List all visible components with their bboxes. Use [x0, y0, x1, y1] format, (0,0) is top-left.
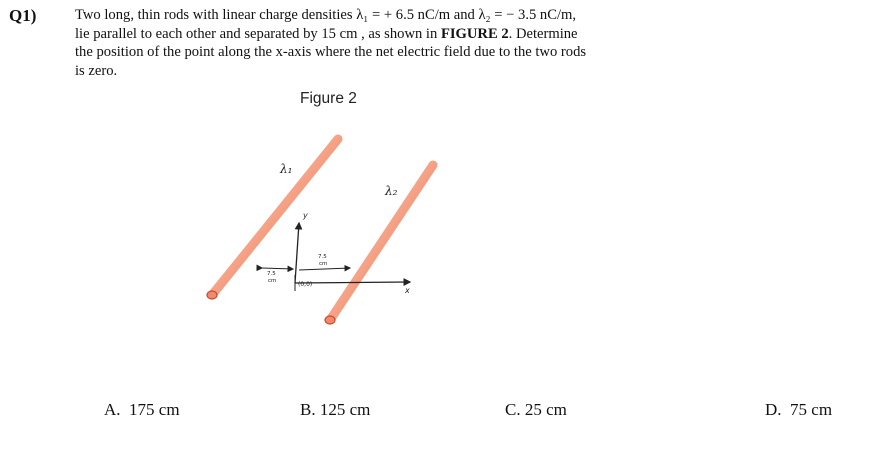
right-distance-unit: cm — [319, 261, 328, 267]
origin-label: (0,0) — [298, 281, 313, 288]
option-c[interactable]: C. 25 cm — [505, 400, 567, 419]
option-a[interactable]: A. 175 cm — [104, 400, 180, 419]
left-distance-unit: cm — [268, 278, 277, 284]
option-d[interactable]: D. 75 cm — [765, 400, 833, 419]
x-axis-label: x — [405, 286, 410, 295]
question-line-1: Two long, thin rods with linear charge densities λ₁ = + 6.5 nC/m and λ₂ = − 3.5 nC/m, — [75, 7, 577, 23]
question-number: Q1) — [9, 6, 37, 25]
rod-lambda2 — [325, 165, 433, 324]
lambda2-label: λ₂ — [385, 184, 398, 198]
question-line-4: is zero. — [75, 62, 118, 79]
rods-diagram — [195, 125, 455, 330]
left-distance-arrow — [262, 268, 293, 269]
question-line-2: lie parallel to each other and separated by 15 cm , as shown in FIGURE 2. Determine — [75, 25, 578, 42]
question-line-3: the position of the point along the x-axis where the net electric field due to the two rods — [75, 44, 587, 61]
y-axis — [295, 223, 299, 283]
figure-title: Figure 2 — [300, 90, 357, 107]
figure-reference: FIGURE 2 — [440, 25, 509, 42]
question-text — [75, 6, 665, 80]
x-axis — [295, 282, 410, 283]
lambda1-label: λ₁ — [280, 162, 293, 176]
right-distance-value: 7.5 — [318, 254, 327, 260]
y-axis-label: y — [303, 211, 308, 220]
right-distance-arrow — [299, 268, 350, 270]
option-b[interactable]: B. 125 cm — [300, 400, 371, 419]
left-distance-value: 7.5 — [267, 271, 276, 277]
